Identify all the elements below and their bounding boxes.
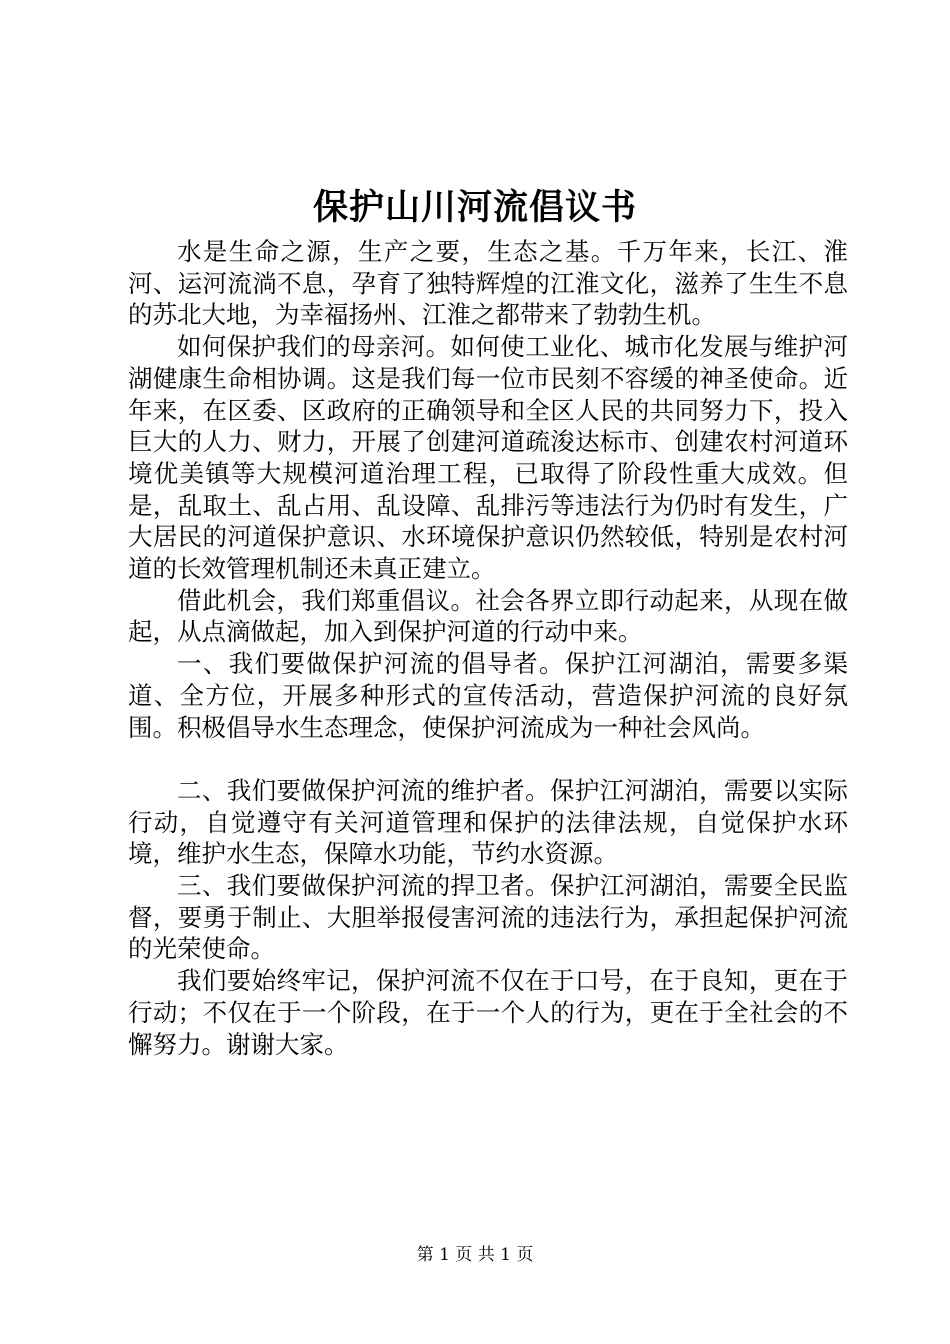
paragraph-point-one: 一、我们要做保护河流的倡导者。保护江河湖泊，需要多渠道、全方位，开展多种形式的宣传活动，营造保护河流的良好氛围。积极倡导水生态理念，使保护河流成为一种社会风尚。 [128, 649, 848, 742]
document-title: 保护山川河流倡议书 [312, 188, 637, 228]
paragraph-point-three: 三、我们要做保护河流的捍卫者。保护江河湖泊，需要全民监督，要勇于制止、大胆举报侵害河流的违法行为，承担起保护河流的光荣使命。 [128, 871, 848, 964]
document-body [128, 236, 848, 1060]
paragraph-situation: 如何保护我们的母亲河。如何使工业化、城市化发展与维护河湖健康生命相协调。这是我们每一位市民刻不容缓的神圣使命。近年来，在区委、区政府的正确领导和全区人民的共同努力下，投入巨大的人力、财力，开展了创建河道疏浚达标市、创建农村河道环境优美镇等大规模河道治理工程，已取得了阶段性重大成效。但是，乱取土、乱占用、乱设障、乱排污等违法行为仍时有发生，广大居民的河道保护意识、水环境保护意识仍然较低，特别是农村河道的长效管理机制还未真正建立。 [128, 332, 848, 584]
page-number-footer: 第 1 页 共 1 页 [416, 1245, 534, 1265]
paragraph-proposal: 借此机会，我们郑重倡议。社会各界立即行动起来，从现在做起，从点滴做起，加入到保护河道的行动中来。 [128, 585, 848, 647]
paragraph-intro: 水是生命之源，生产之要，生态之基。千万年来，长江、淮河、运河流淌不息，孕育了独特辉煌的江淮文化，滋养了生生不息的苏北大地，为幸福扬州、江淮之都带来了勃勃生机。 [128, 237, 848, 330]
paragraph-closing: 我们要始终牢记，保护河流不仅在于口号，在于良知，更在于行动；不仅在于一个阶段，在于一个人的行为，更在于全社会的不懈努力。谢谢大家。 [128, 966, 848, 1059]
paragraph-point-two: 二、我们要做保护河流的维护者。保护江河湖泊，需要以实际行动，自觉遵守有关河道管理和保护的法律法规，自觉保护水环境，维护水生态，保障水功能，节约水资源。 [128, 775, 848, 869]
